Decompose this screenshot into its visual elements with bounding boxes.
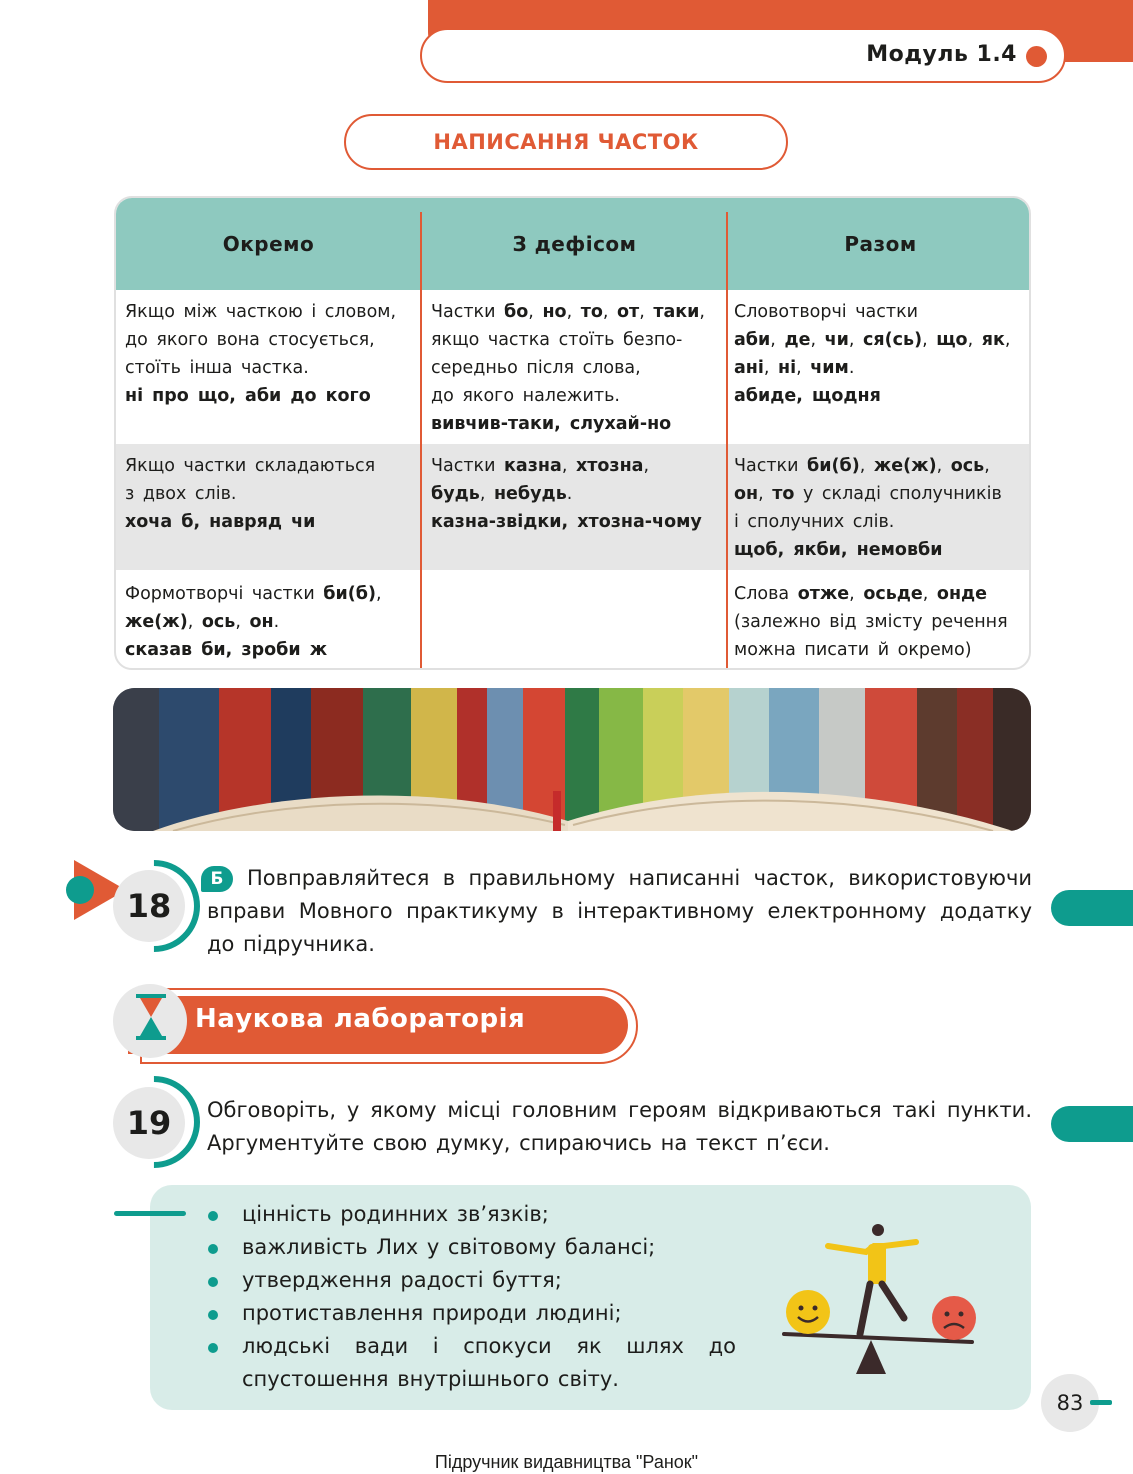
cell-line: Якщо між часткою і словом, bbox=[125, 302, 397, 322]
cell-example: щоб, якби, немовби bbox=[734, 540, 943, 560]
cell-line: і сполучних слів. bbox=[734, 512, 895, 532]
cell-line: аби, де, чи, ся(сь), що, як, bbox=[734, 330, 1011, 350]
table-cell bbox=[125, 452, 421, 536]
bullet-icon bbox=[208, 1244, 218, 1254]
exercise-19-text: Обговоріть, у якому місці головним героям відкриваються такі пункти. Аргументуйте свою думку, спираючись на текст п’єси. bbox=[207, 1098, 1032, 1155]
cell-line: он, то у складі сполучників bbox=[734, 484, 1002, 504]
cell-line: середньо після слова, bbox=[431, 358, 641, 378]
cell-line: можна писати й окремо) bbox=[734, 640, 972, 660]
side-tab bbox=[1051, 1106, 1133, 1142]
books-photo bbox=[113, 688, 1031, 831]
open-book-icon bbox=[113, 751, 1031, 831]
box-marker-line bbox=[114, 1211, 186, 1216]
list-item-text: протиставлення природи людині; bbox=[242, 1301, 622, 1325]
table-cell bbox=[734, 298, 1030, 410]
cell-line: до якого вона стосується, bbox=[125, 330, 375, 350]
hourglass-icon bbox=[134, 992, 168, 1042]
page-dash bbox=[1090, 1400, 1112, 1405]
cell-line: будь, небудь. bbox=[431, 484, 573, 504]
cell-example: абиде, щодня bbox=[734, 386, 881, 406]
module-label: Модуль 1.4 bbox=[866, 42, 1017, 67]
list-item-text: утвердження радості буття; bbox=[242, 1268, 562, 1292]
bullet-icon bbox=[208, 1211, 218, 1221]
cell-line: Частки би(б), же(ж), ось, bbox=[734, 456, 990, 476]
bullet-icon bbox=[208, 1343, 218, 1353]
list-item-text: людські вади і спокуси як шлях до спустошення внутрішнього світу. bbox=[242, 1334, 736, 1391]
table-header-cell: З дефісом bbox=[512, 232, 637, 256]
table-cell bbox=[125, 580, 421, 664]
column-divider bbox=[726, 212, 728, 668]
page-number: 83 bbox=[1041, 1374, 1099, 1432]
list-item bbox=[206, 1198, 736, 1231]
exercise-number: 18 bbox=[113, 870, 185, 942]
cell-line: ані, ні, чим. bbox=[734, 358, 855, 378]
table-header-cell: Разом bbox=[844, 232, 917, 256]
balance-illustration bbox=[756, 1222, 986, 1376]
cell-line: Якщо частки складаються bbox=[125, 456, 376, 476]
cell-line: стоїть інша частка. bbox=[125, 358, 309, 378]
cell-line: Слова отже, осьде, онде bbox=[734, 584, 988, 604]
cell-example: хоча б, навряд чи bbox=[125, 512, 316, 532]
cell-line: Частки казна, хтозна, bbox=[431, 456, 650, 476]
module-dot-icon bbox=[1026, 46, 1047, 67]
level-badge: Б bbox=[201, 866, 233, 892]
list-item bbox=[206, 1297, 736, 1330]
list-item-text: цінність родинних зв’язків; bbox=[242, 1202, 549, 1226]
cell-line: до якого належить. bbox=[431, 386, 620, 406]
exercise-dot-icon bbox=[66, 876, 94, 904]
cell-line: Формотворчі частки би(б), bbox=[125, 584, 382, 604]
list-item bbox=[206, 1231, 736, 1264]
bullet-icon bbox=[208, 1277, 218, 1287]
cell-line: Частки бо, но, то, от, таки, bbox=[431, 302, 705, 322]
cell-example: сказав би, зроби ж bbox=[125, 640, 328, 660]
table-cell bbox=[431, 452, 727, 536]
table-cell bbox=[734, 452, 1030, 564]
section-title: НАПИСАННЯ ЧАСТОК bbox=[344, 114, 788, 170]
side-tab bbox=[1051, 890, 1133, 926]
cell-example: ні про що, аби до кого bbox=[125, 386, 371, 406]
cell-line: (залежно від змісту речення bbox=[734, 612, 1008, 632]
topics-list bbox=[206, 1198, 736, 1396]
cell-example: казна-звідки, хтозна-чому bbox=[431, 512, 702, 532]
cell-example: вивчив-таки, слухай-но bbox=[431, 414, 672, 434]
cell-line: же(ж), ось, он. bbox=[125, 612, 280, 632]
particles-table bbox=[114, 196, 1031, 670]
cell-line: якщо частка стоїть безпо- bbox=[431, 330, 683, 350]
lab-title: Наукова лабораторія bbox=[195, 1004, 526, 1034]
table-cell bbox=[125, 298, 421, 410]
table-cell bbox=[734, 580, 1030, 664]
publisher-footer: Підручник видавництва "Ранок" bbox=[434, 1452, 699, 1472]
bullet-icon bbox=[208, 1310, 218, 1320]
cell-line: Словотворчі частки bbox=[734, 302, 919, 322]
list-item-text: важливість Лих у світовому балансі; bbox=[242, 1235, 656, 1259]
exercise-18-text: Повправляйтеся в правильному написанні часток, використовуючи вправи Мовного практикуму в інтерактивному електронному додатку до підручника. bbox=[207, 866, 1032, 956]
table-header-cell: Окремо bbox=[222, 232, 315, 256]
cell-line: з двох слів. bbox=[125, 484, 237, 504]
list-item bbox=[206, 1330, 736, 1396]
list-item bbox=[206, 1264, 736, 1297]
table-cell bbox=[431, 298, 727, 438]
exercise-number: 19 bbox=[113, 1087, 185, 1159]
table-header bbox=[116, 198, 1029, 290]
